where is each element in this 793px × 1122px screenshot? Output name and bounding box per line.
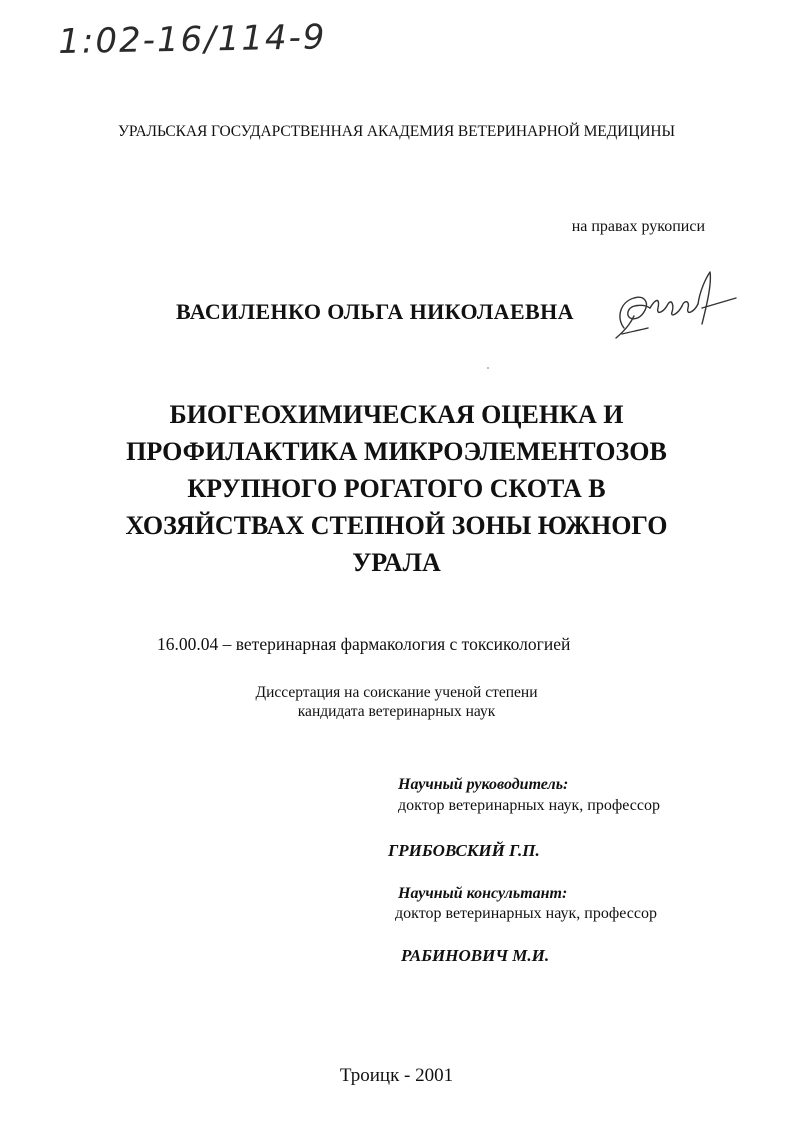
title-line: БИОГЕОХИМИЧЕСКАЯ ОЦЕНКА И	[169, 400, 624, 429]
specialty-code: 16.00.04 – ветеринарная фармакология с токсикологией	[157, 634, 571, 654]
dissertation-title	[0, 396, 793, 581]
degree-statement-line: кандидата ветеринарных наук	[297, 703, 496, 720]
consultant-name: РАБИНОВИЧ М.И.	[401, 946, 550, 965]
city-year: Троицк - 2001	[339, 1065, 454, 1086]
consultant-role: Научный консультант:	[398, 885, 568, 902]
manuscript-note: на правах рукописи	[571, 218, 705, 235]
degree-statement	[0, 683, 793, 721]
title-line: КРУПНОГО РОГАТОГО СКОТА В	[187, 474, 606, 503]
archive-stamp: 1:02-16/114-9	[58, 17, 327, 62]
signature-icon	[610, 268, 740, 348]
title-line: ПРОФИЛАКТИКА МИКРОЭЛЕМЕНТОЗОВ	[126, 437, 667, 466]
title-line: ХОЗЯЙСТВАХ СТЕПНОЙ ЗОНЫ ЮЖНОГО	[125, 511, 668, 540]
degree-statement-line: Диссертация на соискание ученой степени	[255, 684, 538, 701]
supervisor-name: ГРИБОВСКИЙ Г.П.	[388, 841, 540, 860]
author-name: ВАСИЛЕНКО ОЛЬГА НИКОЛАЕВНА	[176, 299, 574, 324]
supervisor-role: Научный руководитель:	[398, 776, 569, 793]
scan-speck	[487, 367, 489, 369]
consultant-degree: доктор ветеринарных наук, профессор	[395, 905, 657, 922]
supervisor-degree: доктор ветеринарных наук, профессор	[398, 797, 660, 814]
institution-name: УРАЛЬСКАЯ ГОСУДАРСТВЕННАЯ АКАДЕМИЯ ВЕТЕРИНАРНОЙ МЕДИЦИНЫ	[118, 123, 675, 140]
title-line: УРАЛА	[352, 548, 441, 577]
